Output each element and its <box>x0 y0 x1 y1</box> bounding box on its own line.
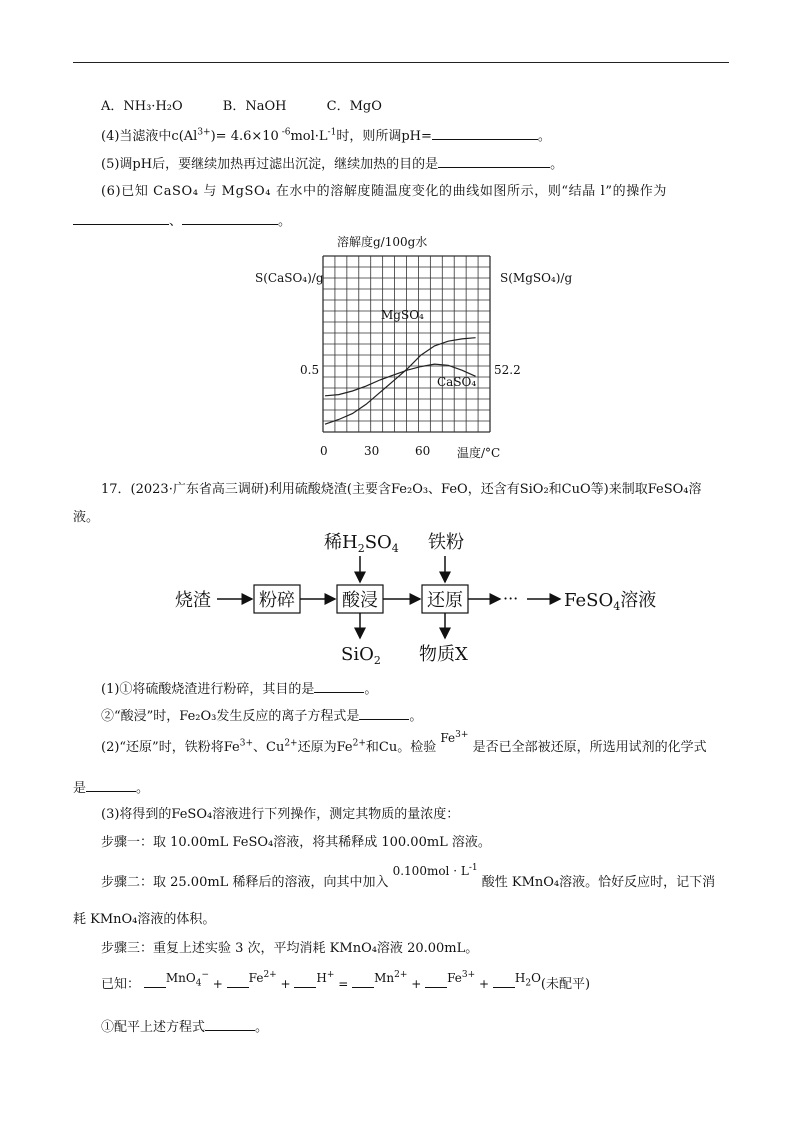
eq-fe3-text: Fe <box>447 971 462 985</box>
fe3-symbol: Fe <box>440 731 456 745</box>
p1a-end: 。 <box>364 682 378 697</box>
p2-mid2: 还原为Fe <box>297 740 353 755</box>
coef-blank[interactable] <box>425 977 447 988</box>
p1b-end: 。 <box>409 709 423 724</box>
coef-blank[interactable] <box>294 977 316 988</box>
answer-blank[interactable] <box>432 126 538 140</box>
left-axis-label: S(CaSO₄)/g <box>255 271 324 285</box>
p2-post: 是否已全部被还原，所选用试剂的化学式 <box>472 740 707 755</box>
option-c: C．MgO <box>326 99 382 114</box>
conc-sup: -1 <box>468 863 478 873</box>
option-b: B．NaOH <box>222 99 287 114</box>
reagent1-text: 稀H <box>324 532 358 553</box>
out1-sub: 2 <box>373 654 381 667</box>
flow-box1-label: 粉碎 <box>259 590 295 611</box>
q4-sup: 3+ <box>197 127 211 138</box>
reagent1-sub1: 2 <box>357 542 365 555</box>
eq-h2o-o: O <box>531 971 541 985</box>
conc-value: 0.100mol · L <box>392 864 469 878</box>
q4-post: 时，则所调pH= <box>336 129 432 144</box>
last-end: 。 <box>255 1020 269 1035</box>
eq-mn2-text: Mn <box>374 971 395 985</box>
p2-line2: 是 <box>73 781 87 796</box>
p2-mid3: 和Cu。检验 <box>365 740 437 755</box>
question-6-blanks <box>73 211 291 231</box>
last-text: ①配平上述方程式 <box>101 1020 206 1035</box>
coef-blank[interactable] <box>352 977 374 988</box>
known-equation: 已知： $MnO_4^- + Fe^{2+} + H^+ = Mn^{2+} + Fe^{3+} + H_2O$(未配平) <box>101 970 591 992</box>
svg-text:MgSO₄ <box>381 308 424 322</box>
concentration <box>393 864 478 878</box>
p1b-text: ②“酸浸”时，Fe₂O₃发生反应的离子方程式是 <box>101 709 360 724</box>
series-label-caso4 <box>437 375 476 389</box>
flow-dots: ··· <box>503 589 519 608</box>
answer-options <box>101 98 382 116</box>
option-a: A．NH₃·H₂O <box>101 99 183 114</box>
eq-fe3 <box>447 971 475 985</box>
reagent1-mid: SO <box>364 532 392 553</box>
q4-exp: -6 <box>278 127 291 138</box>
eq-fe3-sup: 3+ <box>461 970 476 980</box>
step2b-text: 酸性 KMnO₄溶液。恰好反应时，记下消 <box>481 875 716 890</box>
step-3 <box>101 940 478 958</box>
step1-text: 步骤一：取 10.00mL FeSO₄溶液，将其稀释成 100.00mL 溶液。 <box>101 835 491 850</box>
q6-end: 。 <box>278 214 292 229</box>
answer-blank[interactable] <box>205 1017 255 1031</box>
q5-end: 。 <box>550 157 564 172</box>
eq-h2o <box>514 971 541 989</box>
caso4-label: CaSO₄ <box>437 375 477 389</box>
question-17-intro <box>101 481 701 499</box>
part-1a <box>101 679 377 699</box>
p2-s2: 2+ <box>284 738 298 749</box>
p3-intro: (3)将得到的FeSO₄溶液进行下列操作，测定其物质的量浓度： <box>101 807 460 822</box>
reagent-acid <box>324 532 399 555</box>
x-tick-label: 60 <box>415 444 431 458</box>
flow-end-formula: FeSO <box>564 590 614 611</box>
answer-blank[interactable] <box>359 706 409 720</box>
series-label-mgso4 <box>381 308 424 322</box>
process-flowchart <box>0 530 800 670</box>
question-6 <box>101 183 667 201</box>
answer-blank[interactable] <box>86 778 136 792</box>
y-tick-left: 0.5 <box>300 363 320 377</box>
eq-note: (未配平) <box>540 977 591 992</box>
chart-title: 溶解度g/100g水 <box>337 235 428 249</box>
p2-s1: 3+ <box>239 738 253 749</box>
eq-mn2-sup: 2+ <box>394 970 408 980</box>
svg-text:CaSO₄ <box>437 375 476 389</box>
x-tick-label: 0 <box>320 444 328 458</box>
known-label: 已知： <box>101 977 141 992</box>
coef-blank[interactable] <box>493 977 515 988</box>
step-2-cont <box>73 911 215 929</box>
question-5 <box>101 154 563 174</box>
part-2-line2 <box>73 778 149 798</box>
q6-sep: 、 <box>169 214 183 229</box>
q17-intro-line1: 17．(2023·广东省高三调研)利用硫酸烧渣(主要含Fe₂O₃、FeO，还含有SiO₂和CuO等)来制取FeSO₄溶 <box>101 482 702 497</box>
mgso4-label: MgSO₄ <box>381 308 424 322</box>
eq-h-sup: + <box>326 970 335 980</box>
p1a-text: (1)①将硫酸烧渣进行粉碎，其目的是 <box>101 682 315 697</box>
eq-mno4-sup: − <box>201 970 209 980</box>
p2-s3: 2+ <box>352 738 366 749</box>
y-tick-right: 52.2 <box>494 363 521 377</box>
x-ticks <box>320 444 430 458</box>
flow-start: 烧渣 <box>175 590 211 611</box>
step2a-text: 步骤二：取 25.00mL 稀释后的溶液，向其中加入 <box>101 875 389 890</box>
answer-blank[interactable] <box>73 211 169 225</box>
question-4 <box>101 126 551 146</box>
right-axis-label: S(MgSO₄)/g <box>500 271 573 285</box>
eq-h2o-text: H <box>514 971 526 985</box>
answer-blank[interactable] <box>438 154 550 168</box>
q5-text: (5)调pH后，要继续加热再过滤出沉淀，继续加热的目的是 <box>101 157 439 172</box>
q4-text: (4)当滤液中c(Al <box>101 129 198 144</box>
flow-box3-label: 还原 <box>427 590 463 611</box>
eq-fe2-text: Fe <box>248 971 264 985</box>
flow-box2-label: 酸浸 <box>342 590 378 611</box>
part-2 <box>101 730 707 757</box>
answer-blank[interactable] <box>314 679 364 693</box>
output-x: 物质X <box>419 644 468 665</box>
eq-fe2-sup: 2+ <box>263 970 277 980</box>
eq-fe2 <box>249 971 277 985</box>
coef-blank[interactable] <box>144 977 166 988</box>
answer-blank[interactable] <box>182 211 278 225</box>
x-tick-label: 30 <box>364 444 380 458</box>
q4-unit-sup: -1 <box>327 127 337 138</box>
fe3-ion <box>440 731 468 745</box>
q6-text: (6)已知 CaSO₄ 与 MgSO₄ 在水中的溶解度随温度变化的曲线如图所示，则“结晶 l”的操作为 <box>101 184 668 199</box>
flow-end <box>564 590 656 613</box>
flow-end-sub: 4 <box>613 600 621 613</box>
q17-intro-line2: 液。 <box>73 510 100 525</box>
p2-line2-end: 。 <box>136 781 150 796</box>
part-1b <box>101 706 422 726</box>
coef-blank[interactable] <box>227 977 249 988</box>
eq-h-text: H <box>316 971 327 985</box>
final-question <box>101 1017 268 1037</box>
flow-end-tail: 溶液 <box>620 590 657 611</box>
step-1 <box>101 834 491 852</box>
part-3-intro <box>101 806 459 824</box>
q4-mid: )= 4.6×10 <box>210 129 279 144</box>
chart-grid <box>323 256 490 432</box>
step2c-text: 耗 KMnO₄溶液的体积。 <box>73 912 216 927</box>
solubility-chart <box>0 232 800 462</box>
eq-h2o-sub: 2 <box>525 978 532 989</box>
step3-text: 步骤三：重复上述实验 3 次，平均消耗 KMnO₄溶液 20.00mL。 <box>101 941 479 956</box>
eq-mno4-sub: 4 <box>195 978 202 989</box>
fe3-charge: 3+ <box>455 730 469 740</box>
eq-mno4 <box>165 970 209 989</box>
out1-text: SiO <box>341 644 374 665</box>
eq-mno4-text: MnO <box>165 971 196 985</box>
x-axis-label: 温度/°C <box>457 446 501 460</box>
p2-pre: (2)“还原”时，铁粉将Fe <box>101 740 240 755</box>
reagent1-sub2: 4 <box>391 542 399 555</box>
header-rule <box>73 62 729 63</box>
q4-unit: mol·L <box>290 129 328 144</box>
p2-mid1: 、Cu <box>253 740 285 755</box>
reagent-iron: 铁粉 <box>428 532 464 553</box>
eq-h <box>316 971 334 985</box>
eq-mn2 <box>374 971 407 985</box>
q4-end: 。 <box>537 129 551 144</box>
question-17-intro-2 <box>73 509 99 527</box>
output-sio2 <box>341 644 381 667</box>
